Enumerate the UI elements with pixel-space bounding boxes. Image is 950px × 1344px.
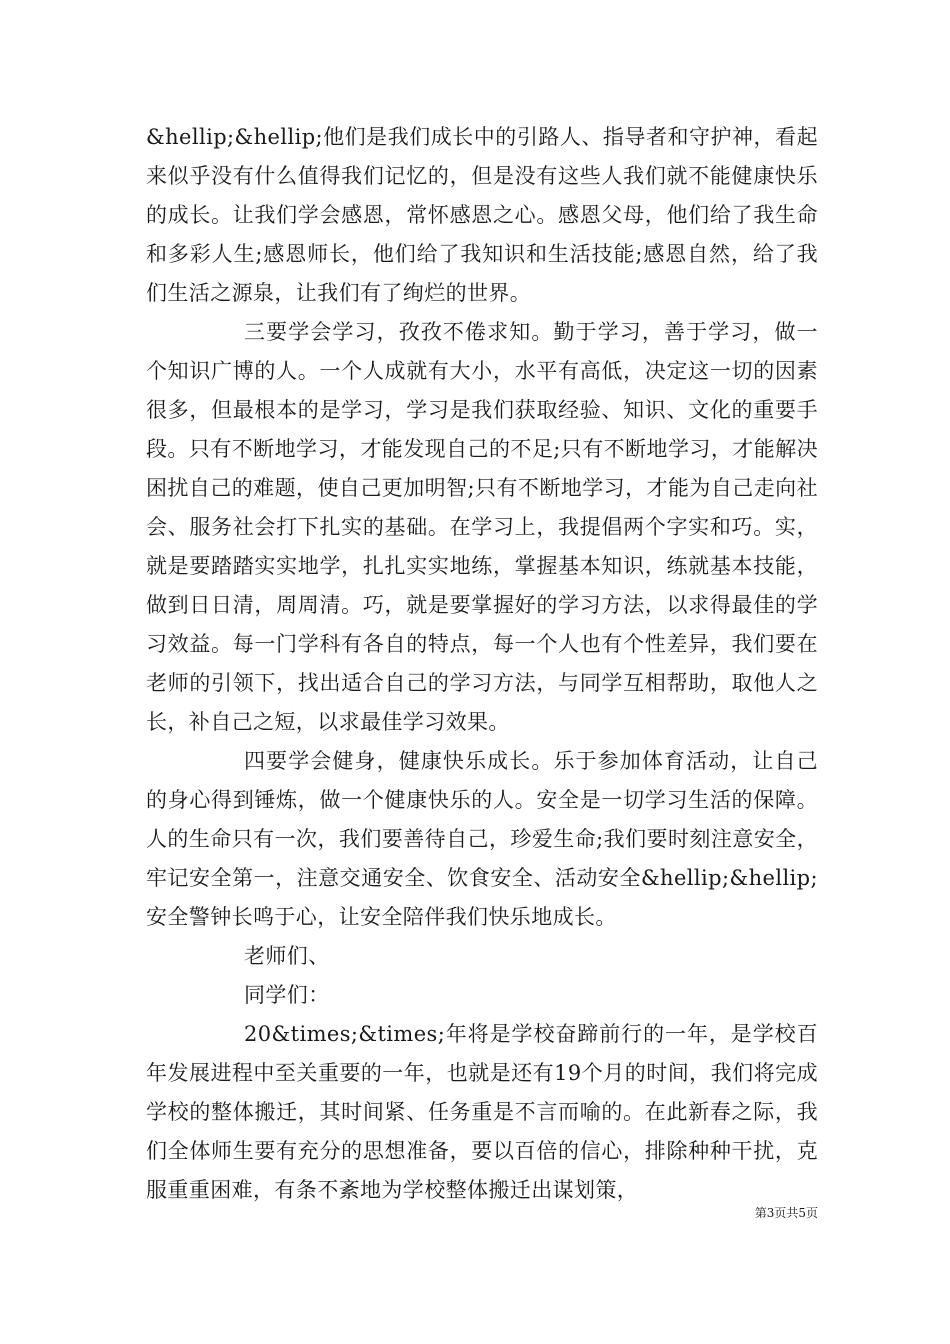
paragraph-gratitude: &hellip;&hellip;他们是我们成长中的引路人、指导者和守护神，看起来似乎没有什么值得我们记忆的，但是没有这些人我们就不能健康快乐的成长。让我们学会感恩，常怀感恩之心。感恩父母，他们给了我生命和多彩人生;感恩师长，他们给了我知识和生活技能;感恩自然，给了我们生活之源泉，让我们有了绚烂的世界。 — [146, 125, 818, 305]
document-body — [146, 118, 818, 1210]
salutation-teachers: 老师们、 — [244, 944, 330, 968]
paragraph-learning: 三要学会学习，孜孜不倦求知。勤于学习，善于学习，做一个知识广博的人。一个人成就有大小，水平有高低，决定这一切的因素很多，但最根本的是学习，学习是我们获取经验、知识、文化的重要手段。只有不断地学习，才能发现自己的不足;只有不断地学习，才能解决困扰自己的难题，使自己更加明智;只有不断地学习，才能为自己走向社会、服务社会打下扎实的基础。在学习上，我提倡两个字实和巧。实，就是要踏踏实实地学，扎扎实实地练，掌握基本知识，练就基本技能，做到日日清，周周清。巧，就是要掌握好的学习方法，以求得最佳的学习效益。每一门学科有各自的特点，每一个人也有个性差异，我们要在老师的引领下，找出适合自己的学习方法，与同学互相帮助，取他人之长，补自己之短，以求最佳学习效果。 — [146, 320, 818, 734]
paragraph-relocation: 20&times;&times;年将是学校奋蹄前行的一年，是学校百年发展进程中至关重要的一年，也就是还有19个月的时间，我们将完成学校的整体搬迁，其时间紧、任务重是不言而喻的。在此新春之际，我们全体师生要有充分的思想准备，要以百倍的信心，排除种种干扰，克服重重困难，有条不紊地为学校整体搬迁出谋划策， — [146, 1022, 818, 1202]
paragraph-fitness: 四要学会健身，健康快乐成长。乐于参加体育活动，让自己的身心得到锤炼，做一个健康快乐的人。安全是一切学习生活的保障。人的生命只有一次，我们要善待自己，珍爱生命;我们要时刻注意安全，牢记安全第一，注意交通安全、饮食安全、活动安全&hellip;&hellip;安全警钟长鸣于心，让安全陪伴我们快乐地成长。 — [146, 749, 818, 929]
salutation-students: 同学们： — [244, 983, 330, 1007]
page-number: 第3页共5页 — [754, 1206, 818, 1220]
